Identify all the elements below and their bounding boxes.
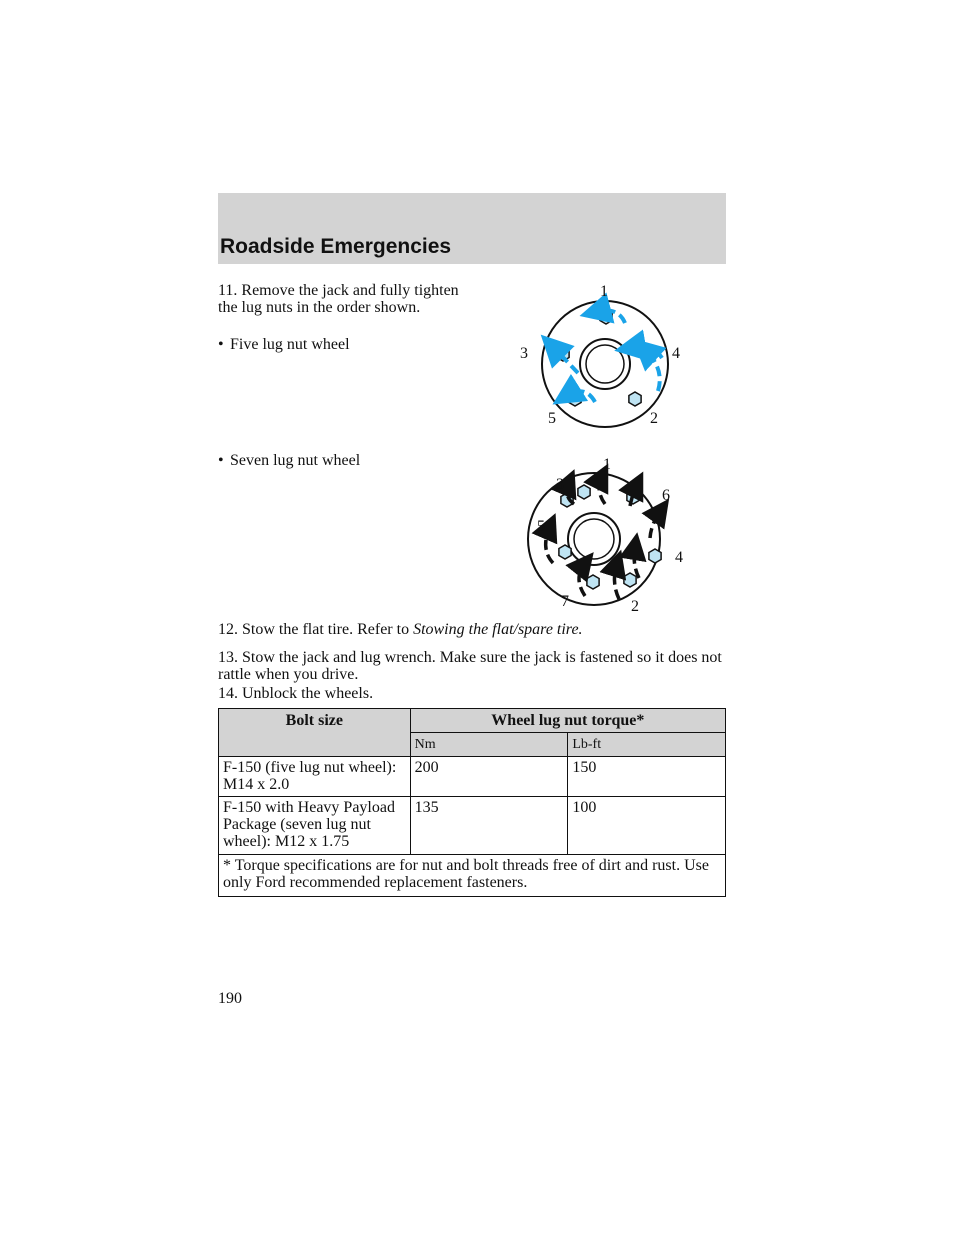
sequence-label-4: 4 <box>672 345 680 362</box>
section-title: Roadside Emergencies <box>220 235 452 258</box>
step-14: 14. Unblock the wheels. <box>218 685 374 702</box>
step-13: 13. Stow the jack and lug wrench. Make sure the jack is fastened so it does not rattle when you drive. <box>218 649 722 683</box>
bullet-dot: • <box>218 452 224 469</box>
bullet-seven-lug <box>218 452 360 469</box>
sequence-label-1: 1 <box>603 456 611 473</box>
sequence-label-5: 5 <box>548 410 556 427</box>
seven-lug-wheel-diagram <box>527 446 697 616</box>
nm-cell: 135 <box>410 797 568 855</box>
lug-nut-icon <box>649 549 661 563</box>
bolt-size-cell: F-150 (five lug nut wheel): M14 x 2.0 <box>219 757 411 797</box>
bullet-five-lug <box>218 336 350 353</box>
wheel-hub-inner <box>586 345 624 383</box>
sequence-label-3: 3 <box>520 345 528 362</box>
lug-nut-icon <box>578 485 590 499</box>
subheader-lbft: Lb-ft <box>568 733 726 757</box>
step-12-text: 12. Stow the flat tire. Refer to <box>218 621 414 638</box>
lbft-cell: 100 <box>568 797 726 855</box>
step-12-reference: Stowing the flat/spare tire. <box>413 621 583 638</box>
lbft-cell: 150 <box>568 757 726 797</box>
lug-nut-icon <box>587 575 599 589</box>
table-row <box>219 757 726 797</box>
sequence-label-3: 3 <box>556 476 564 493</box>
table-row <box>219 797 726 855</box>
five-lug-wheel-diagram <box>510 276 700 436</box>
page-number: 190 <box>218 990 242 1007</box>
table-note: * Torque specifications are for nut and bolt threads free of dirt and rust. Use only Ford recommended replacement fasteners. <box>219 855 726 897</box>
table-note-row <box>219 855 726 897</box>
sequence-label-2: 2 <box>650 410 658 427</box>
sequence-label-2: 2 <box>631 598 639 615</box>
sequence-label-6: 6 <box>662 487 670 504</box>
step-11: 11. Remove the jack and fully tighten the lug nuts in the order shown. <box>218 282 459 316</box>
bolt-size-cell: F-150 with Heavy Payload Package (seven lug nut wheel): M12 x 1.75 <box>219 797 411 855</box>
sequence-label-4: 4 <box>675 549 683 566</box>
step-12 <box>218 621 583 638</box>
torque-table <box>218 708 726 897</box>
lug-nut-icon <box>629 392 641 406</box>
header-bolt-size: Bolt size <box>219 709 411 757</box>
bullet-seven-lug-label: Seven lug nut wheel <box>230 452 361 469</box>
lug-nut-icon <box>624 573 636 587</box>
lug-nut-icon <box>569 392 581 406</box>
nm-cell: 200 <box>410 757 568 797</box>
sequence-label-5: 5 <box>537 518 545 535</box>
wheel-hub-inner <box>574 519 614 559</box>
header-torque: Wheel lug nut torque* <box>410 709 725 733</box>
sequence-label-7: 7 <box>561 593 569 610</box>
bullet-dot: • <box>218 336 224 353</box>
subheader-nm: Nm <box>410 733 568 757</box>
bullet-five-lug-label: Five lug nut wheel <box>230 336 350 353</box>
sequence-label-1: 1 <box>600 283 608 300</box>
lug-nut-icon <box>559 545 571 559</box>
